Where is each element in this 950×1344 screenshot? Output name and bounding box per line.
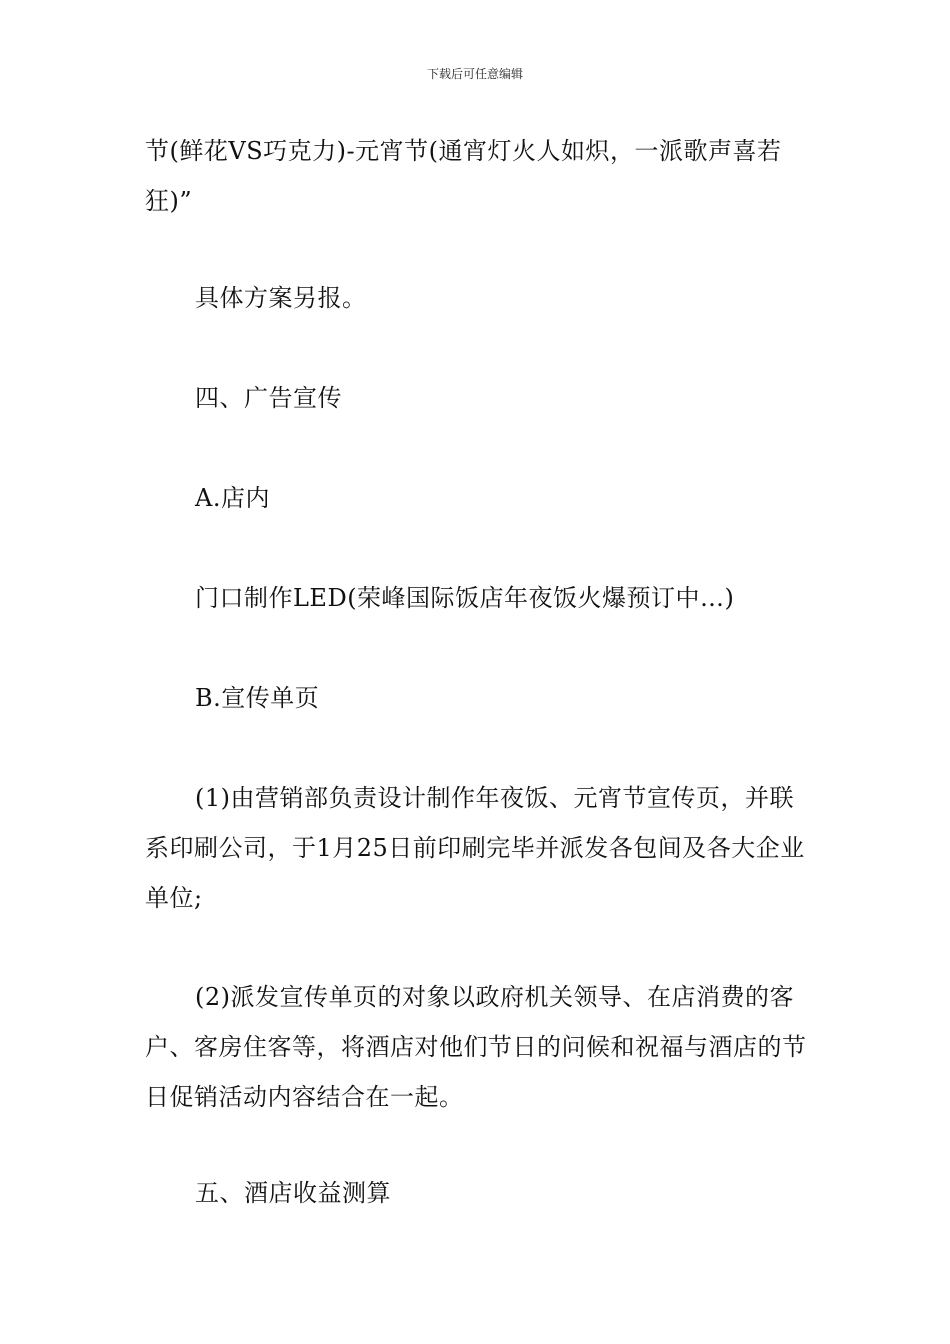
subheading-flyers: B.宣传单页 <box>195 684 320 712</box>
section-heading-block <box>145 373 813 423</box>
paragraph-block <box>145 972 813 1122</box>
section-heading-revenue: 五、酒店收益测算 <box>195 1179 391 1207</box>
paragraph-flyer-targets: (2)派发宣传单页的对象以政府机关领导、在店消费的客户、客房住客等，将酒店对他们节日的问候和祝福与酒店的节日促销活动内容结合在一起。 <box>145 983 807 1111</box>
paragraph-block <box>145 773 813 923</box>
section-heading-block <box>145 1168 813 1218</box>
paragraph-continuation <box>145 126 813 226</box>
paragraph-festival-line: 节(鲜花VS巧克力)-元宵节(通宵灯火人如炽，一派歌声喜若狂)” <box>145 137 782 215</box>
subheading-block <box>145 673 813 723</box>
paragraph-plan-note: 具体方案另报。 <box>195 284 367 312</box>
page-header: 下载后可任意编辑 <box>426 67 523 81</box>
section-heading-advertising: 四、广告宣传 <box>195 384 342 412</box>
paragraph-block <box>145 273 813 323</box>
paragraph-led-sign: 门口制作LED(荣峰国际饭店年夜饭火爆预订中…) <box>195 584 735 612</box>
paragraph-block <box>145 573 813 623</box>
subheading-block <box>145 473 813 523</box>
paragraph-flyer-design: (1)由营销部负责设计制作年夜饭、元宵节宣传页，并联系印刷公司，于1月25日前印刷完毕并派发各包间及各大企业单位; <box>145 784 805 912</box>
subheading-in-store: A.店内 <box>195 484 270 512</box>
